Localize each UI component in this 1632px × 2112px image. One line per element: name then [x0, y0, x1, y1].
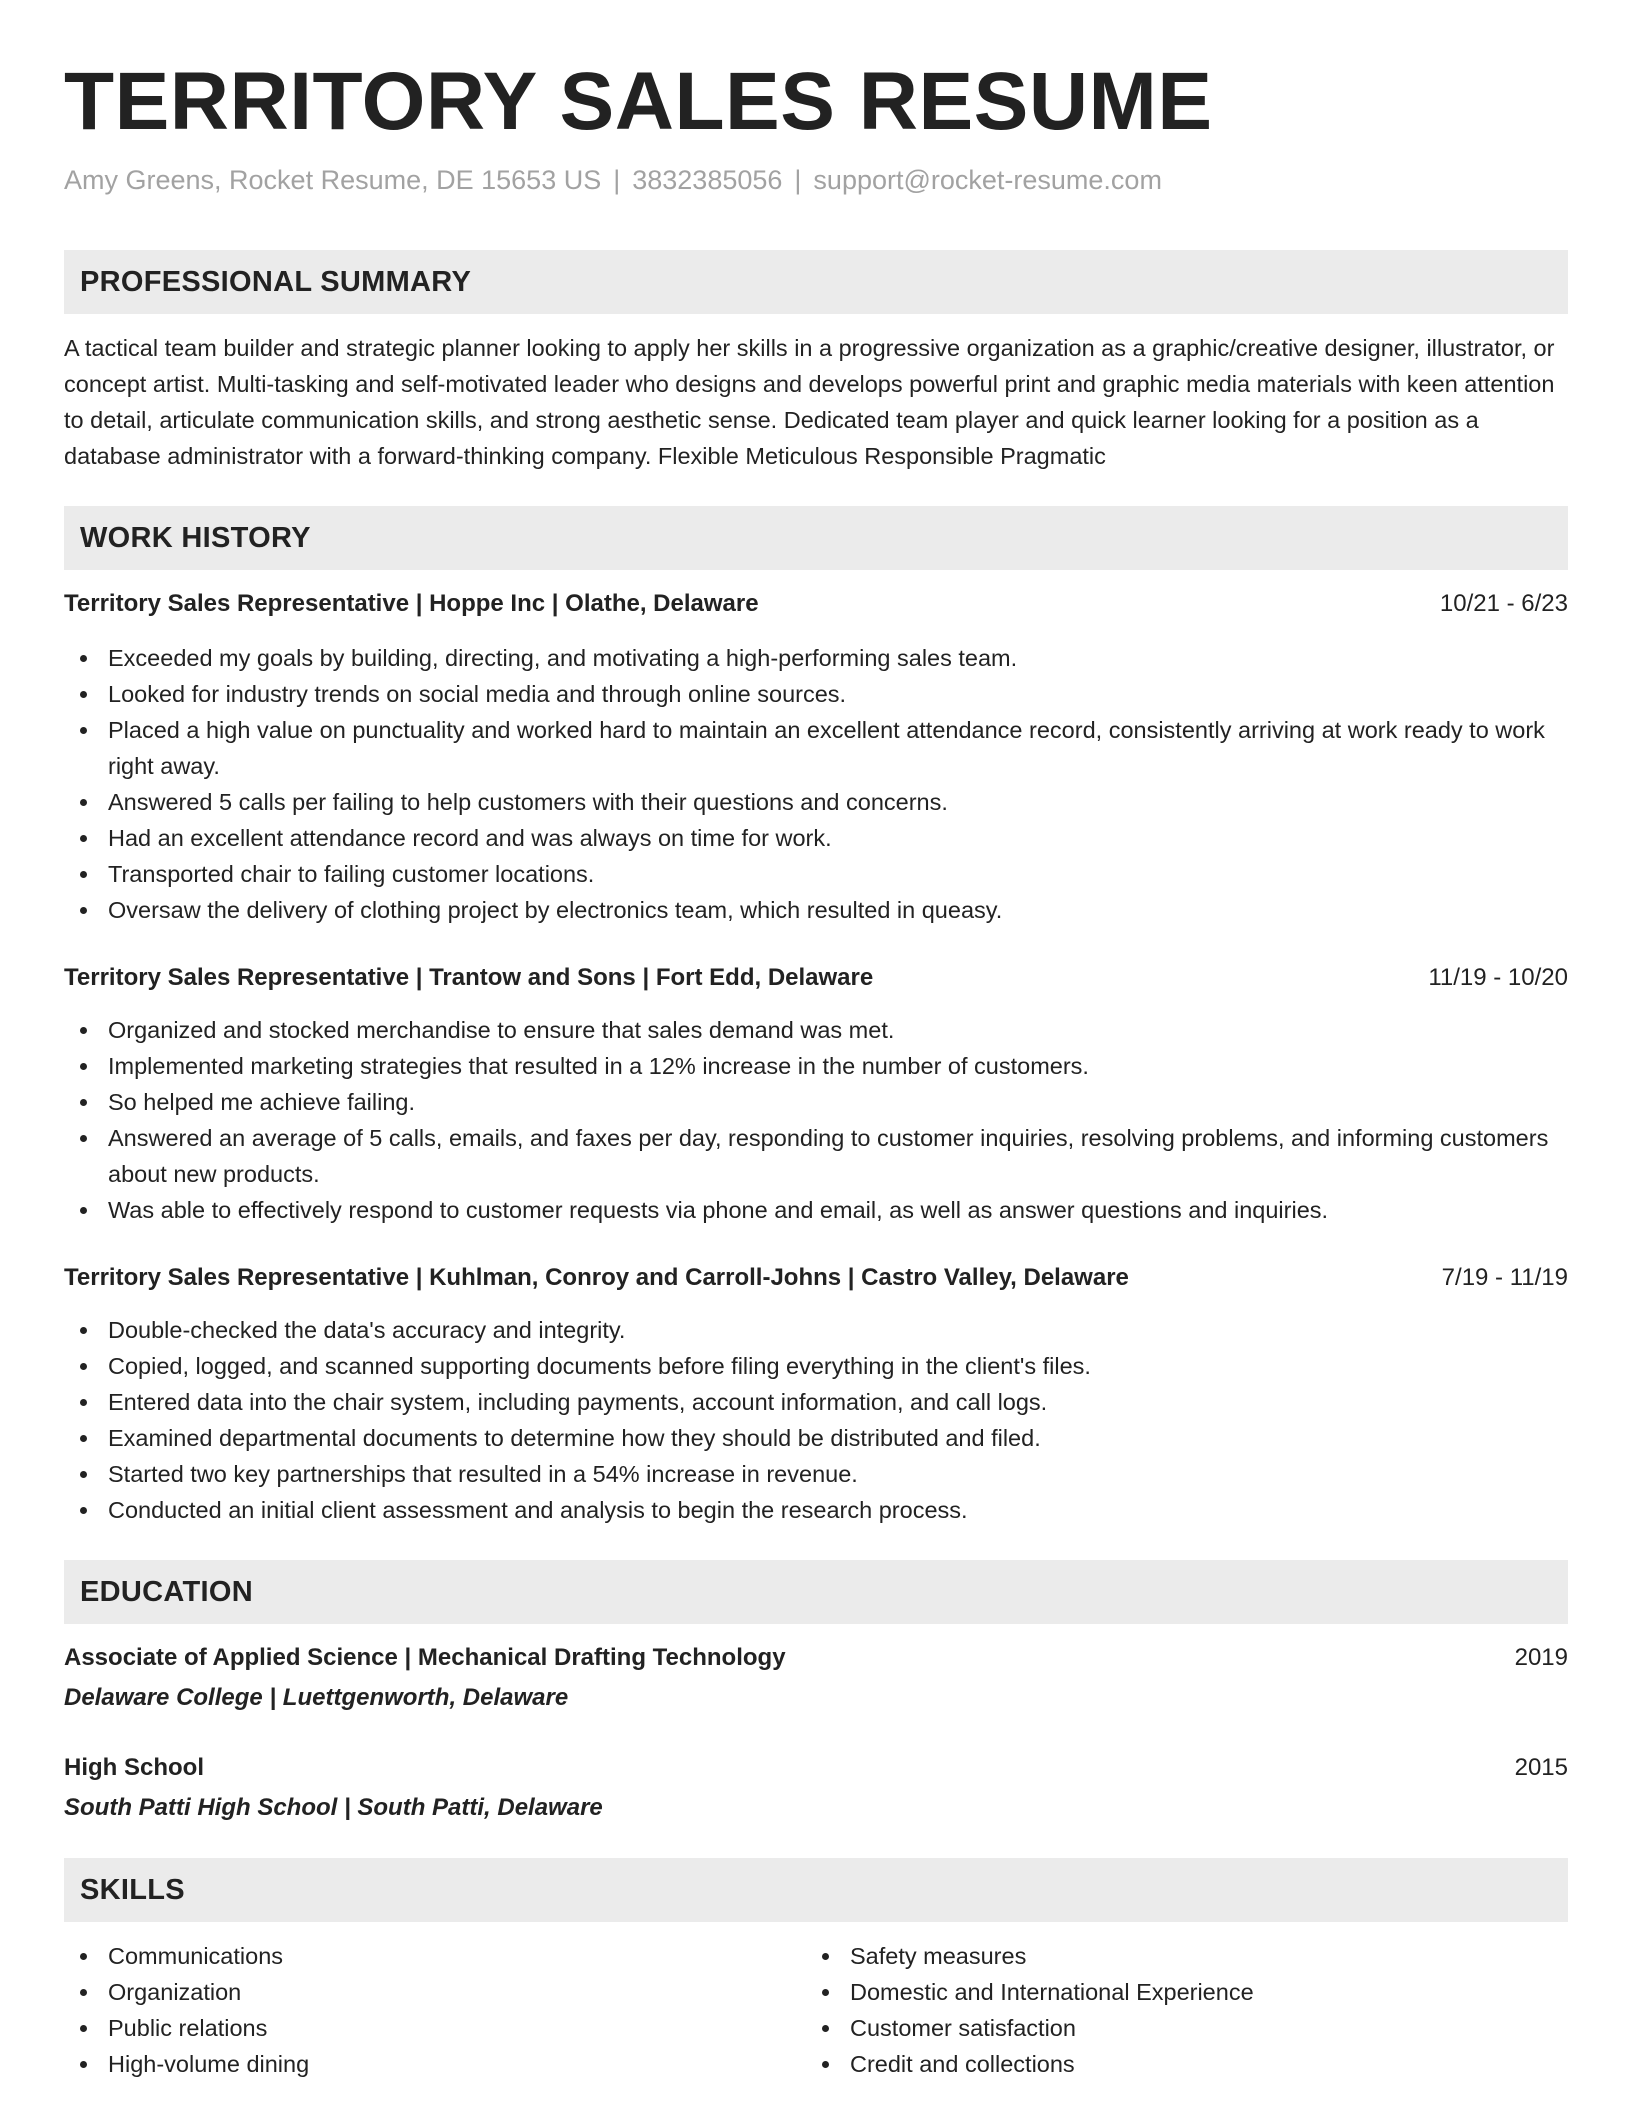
job-bullets	[64, 1012, 1568, 1228]
education-header	[64, 1750, 1568, 1786]
skills-column-right	[806, 1938, 1548, 2082]
contact-email[interactable]: support@rocket-resume.com	[813, 165, 1162, 195]
list-item: So helped me achieve failing.	[64, 1084, 1568, 1120]
school-name: South Patti High School | South Patti, Delaware	[64, 1794, 603, 1821]
skills-column-left	[64, 1938, 806, 2082]
list-item: Implemented marketing strategies that resulted in a 12% increase in the number of customers.	[64, 1048, 1568, 1084]
list-item: Double-checked the data's accuracy and integrity.	[64, 1312, 1568, 1348]
skill-item: Safety measures	[806, 1938, 1548, 1974]
education-entry	[64, 1640, 1568, 1716]
contact-address: Amy Greens, Rocket Resume, DE 15653 US	[64, 165, 602, 195]
job-dates: 10/21 - 6/23	[1439, 590, 1568, 617]
resume-page	[64, 0, 1568, 2082]
graduation-year: 2015	[1514, 1754, 1568, 1781]
job-title: Territory Sales Representative | Hoppe Inc | Olathe, Delaware	[64, 590, 759, 617]
job-entry	[64, 586, 1568, 928]
section-heading: EDUCATION	[64, 1560, 1568, 1624]
skill-item: Communications	[64, 1938, 806, 1974]
skill-item: High-volume dining	[64, 2046, 806, 2082]
contact-separator: |	[794, 165, 802, 195]
section-heading: SKILLS	[64, 1858, 1568, 1922]
job-entry	[64, 1260, 1568, 1528]
skills-section	[64, 1858, 1568, 2082]
section-heading: PROFESSIONAL SUMMARY	[64, 250, 1568, 314]
job-title: Territory Sales Representative | Trantow and Sons | Fort Edd, Delaware	[64, 964, 874, 991]
job-bullets	[64, 640, 1568, 928]
job-entry	[64, 960, 1568, 1228]
skill-item: Credit and collections	[806, 2046, 1548, 2082]
job-header	[64, 1260, 1568, 1296]
professional-summary-section	[64, 250, 1568, 474]
list-item: Answered an average of 5 calls, emails, and faxes per day, responding to customer inquiries, resolving problems, and informing customers about new products.	[64, 1120, 1568, 1192]
contact-separator: |	[613, 165, 621, 195]
graduation-year: 2019	[1514, 1644, 1568, 1671]
job-dates: 11/19 - 10/20	[1428, 964, 1568, 991]
work-history-section	[64, 506, 1568, 1528]
skill-item: Customer satisfaction	[806, 2010, 1548, 2046]
job-bullets	[64, 1312, 1568, 1528]
summary-text: A tactical team builder and strategic planner looking to apply her skills in a progressive organization as a graphic/creative designer, illustrator, or concept artist. Multi-tasking and self-motivated leader who designs and develops powerful print and graphic media materials with keen attention to detail, articulate communication skills, and strong aesthetic sense. Dedicated team player and quick learner looking for a position as a database administrator with a forward-thinking company. Flexible Meticulous Responsible Pragmatic	[64, 335, 1555, 469]
list-item: Examined departmental documents to determine how they should be distributed and filed.	[64, 1420, 1568, 1456]
resume-title: TERRITORY SALES RESUME	[64, 56, 1213, 147]
list-item: Looked for industry trends on social media and through online sources.	[64, 676, 1568, 712]
section-heading: WORK HISTORY	[64, 506, 1568, 570]
list-item: Answered 5 calls per failing to help customers with their questions and concerns.	[64, 784, 1568, 820]
list-item: Placed a high value on punctuality and worked hard to maintain an excellent attendance record, consistently arriving at work ready to work right away.	[64, 712, 1568, 784]
job-dates: 7/19 - 11/19	[1441, 1264, 1568, 1291]
list-item: Transported chair to failing customer locations.	[64, 856, 1568, 892]
skill-item: Public relations	[64, 2010, 806, 2046]
list-item: Conducted an initial client assessment and analysis to begin the research process.	[64, 1492, 1568, 1528]
job-header	[64, 960, 1568, 996]
education-section	[64, 1560, 1568, 1826]
job-header	[64, 586, 1568, 622]
list-item: Copied, logged, and scanned supporting documents before filing everything in the client's files.	[64, 1348, 1568, 1384]
list-item: Had an excellent attendance record and was always on time for work.	[64, 820, 1568, 856]
list-item: Exceeded my goals by building, directing, and motivating a high-performing sales team.	[64, 640, 1568, 676]
degree-title: High School	[64, 1754, 204, 1781]
skills-grid	[64, 1938, 1568, 2082]
contact-phone[interactable]: 3832385056	[632, 165, 783, 195]
list-item: Was able to effectively respond to customer requests via phone and email, as well as answer questions and inquiries.	[64, 1192, 1568, 1228]
job-title: Territory Sales Representative | Kuhlman, Conroy and Carroll-Johns | Castro Valley, Delaware	[64, 1264, 1129, 1291]
education-entry	[64, 1750, 1568, 1826]
education-header	[64, 1640, 1568, 1676]
skill-item: Organization	[64, 1974, 806, 2010]
list-item: Entered data into the chair system, including payments, account information, and call logs.	[64, 1384, 1568, 1420]
school-name: Delaware College | Luettgenworth, Delaware	[64, 1684, 569, 1711]
skill-item: Domestic and International Experience	[806, 1974, 1548, 2010]
list-item: Started two key partnerships that resulted in a 54% increase in revenue.	[64, 1456, 1568, 1492]
contact-line	[64, 162, 1568, 198]
list-item: Organized and stocked merchandise to ensure that sales demand was met.	[64, 1012, 1568, 1048]
list-item: Oversaw the delivery of clothing project by electronics team, which resulted in queasy.	[64, 892, 1568, 928]
degree-title: Associate of Applied Science | Mechanical Drafting Technology	[64, 1644, 786, 1671]
